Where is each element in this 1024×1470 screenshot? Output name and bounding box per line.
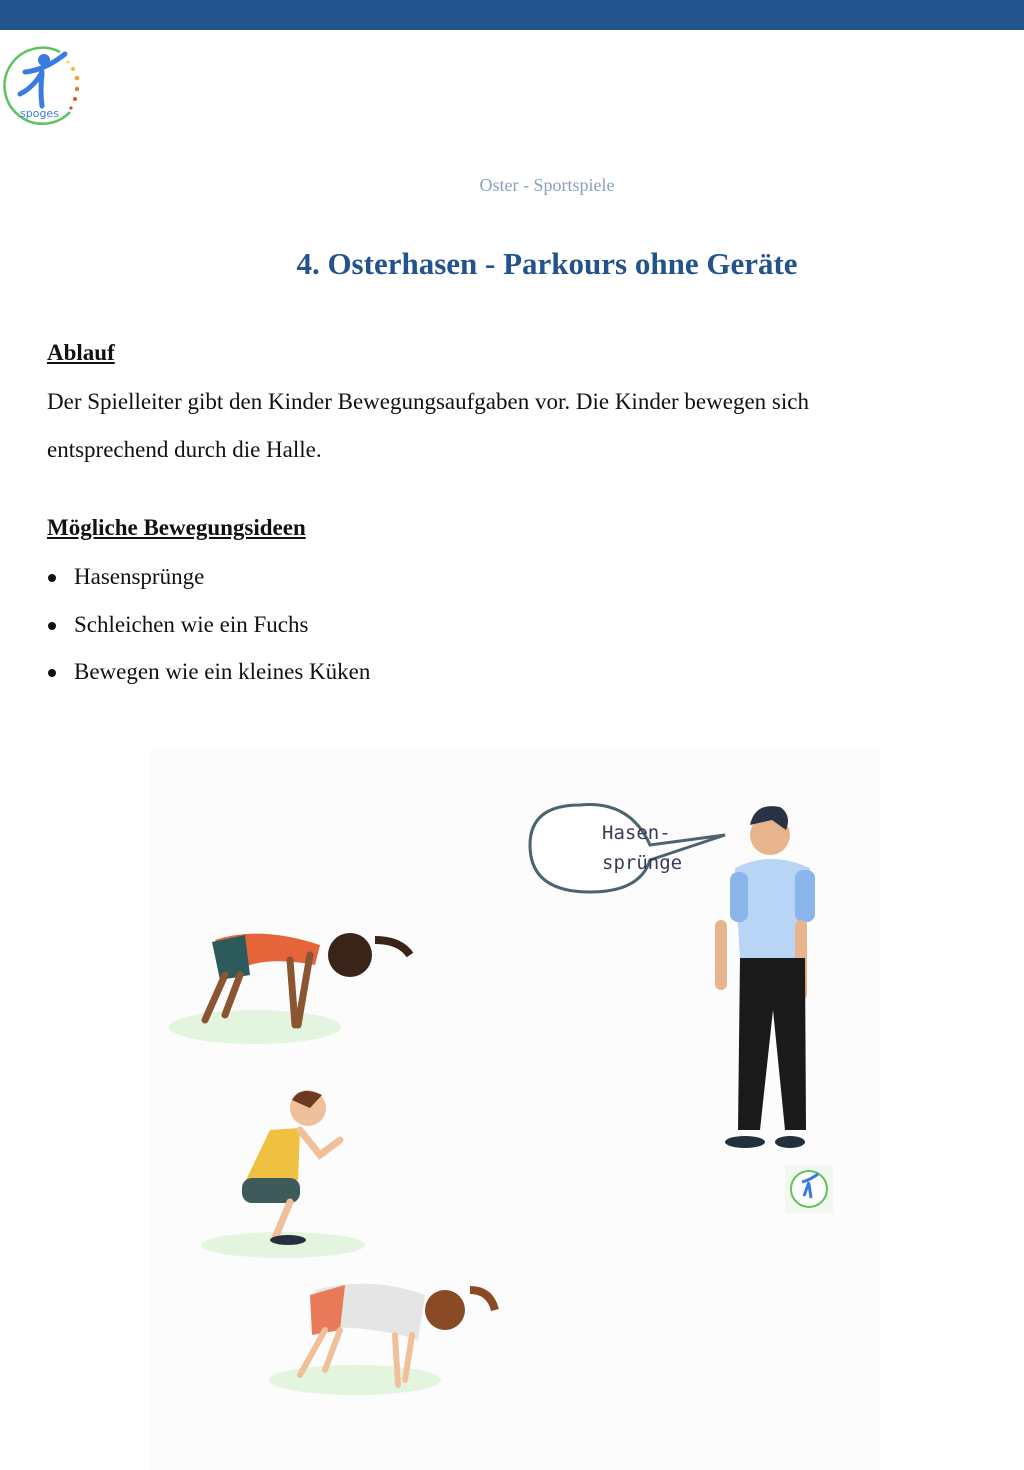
- list-item: Hasensprünge: [47, 553, 370, 601]
- page-title: 4. Osterhasen - Parkours ohne Geräte: [296, 246, 798, 281]
- svg-text:spoges: spoges: [20, 107, 59, 120]
- section-text-ablauf: Der Spielleiter gibt den Kinder Bewegungsaufgaben vor. Die Kinder bewegen sich entsprechend durch die Halle.: [47, 389, 809, 462]
- svg-text:Hasen-: Hasen-: [602, 822, 671, 844]
- section-heading-ideas: Mögliche Bewegungsideen: [47, 515, 306, 540]
- list-item: Bewegen wie ein kleines Küken: [47, 648, 370, 696]
- document-subtitle: Oster - Sportspiele: [479, 175, 615, 195]
- movement-ideas-list: [47, 553, 370, 696]
- list-item: Schleichen wie ein Fuchs: [47, 601, 370, 649]
- svg-text:sprünge: sprünge: [602, 852, 683, 874]
- watermark-logo: [785, 1165, 833, 1213]
- illustration: [150, 750, 880, 1470]
- spoges-logo: [0, 42, 84, 126]
- section-heading-ablauf: Ablauf: [47, 340, 115, 365]
- top-bar: [0, 0, 1024, 30]
